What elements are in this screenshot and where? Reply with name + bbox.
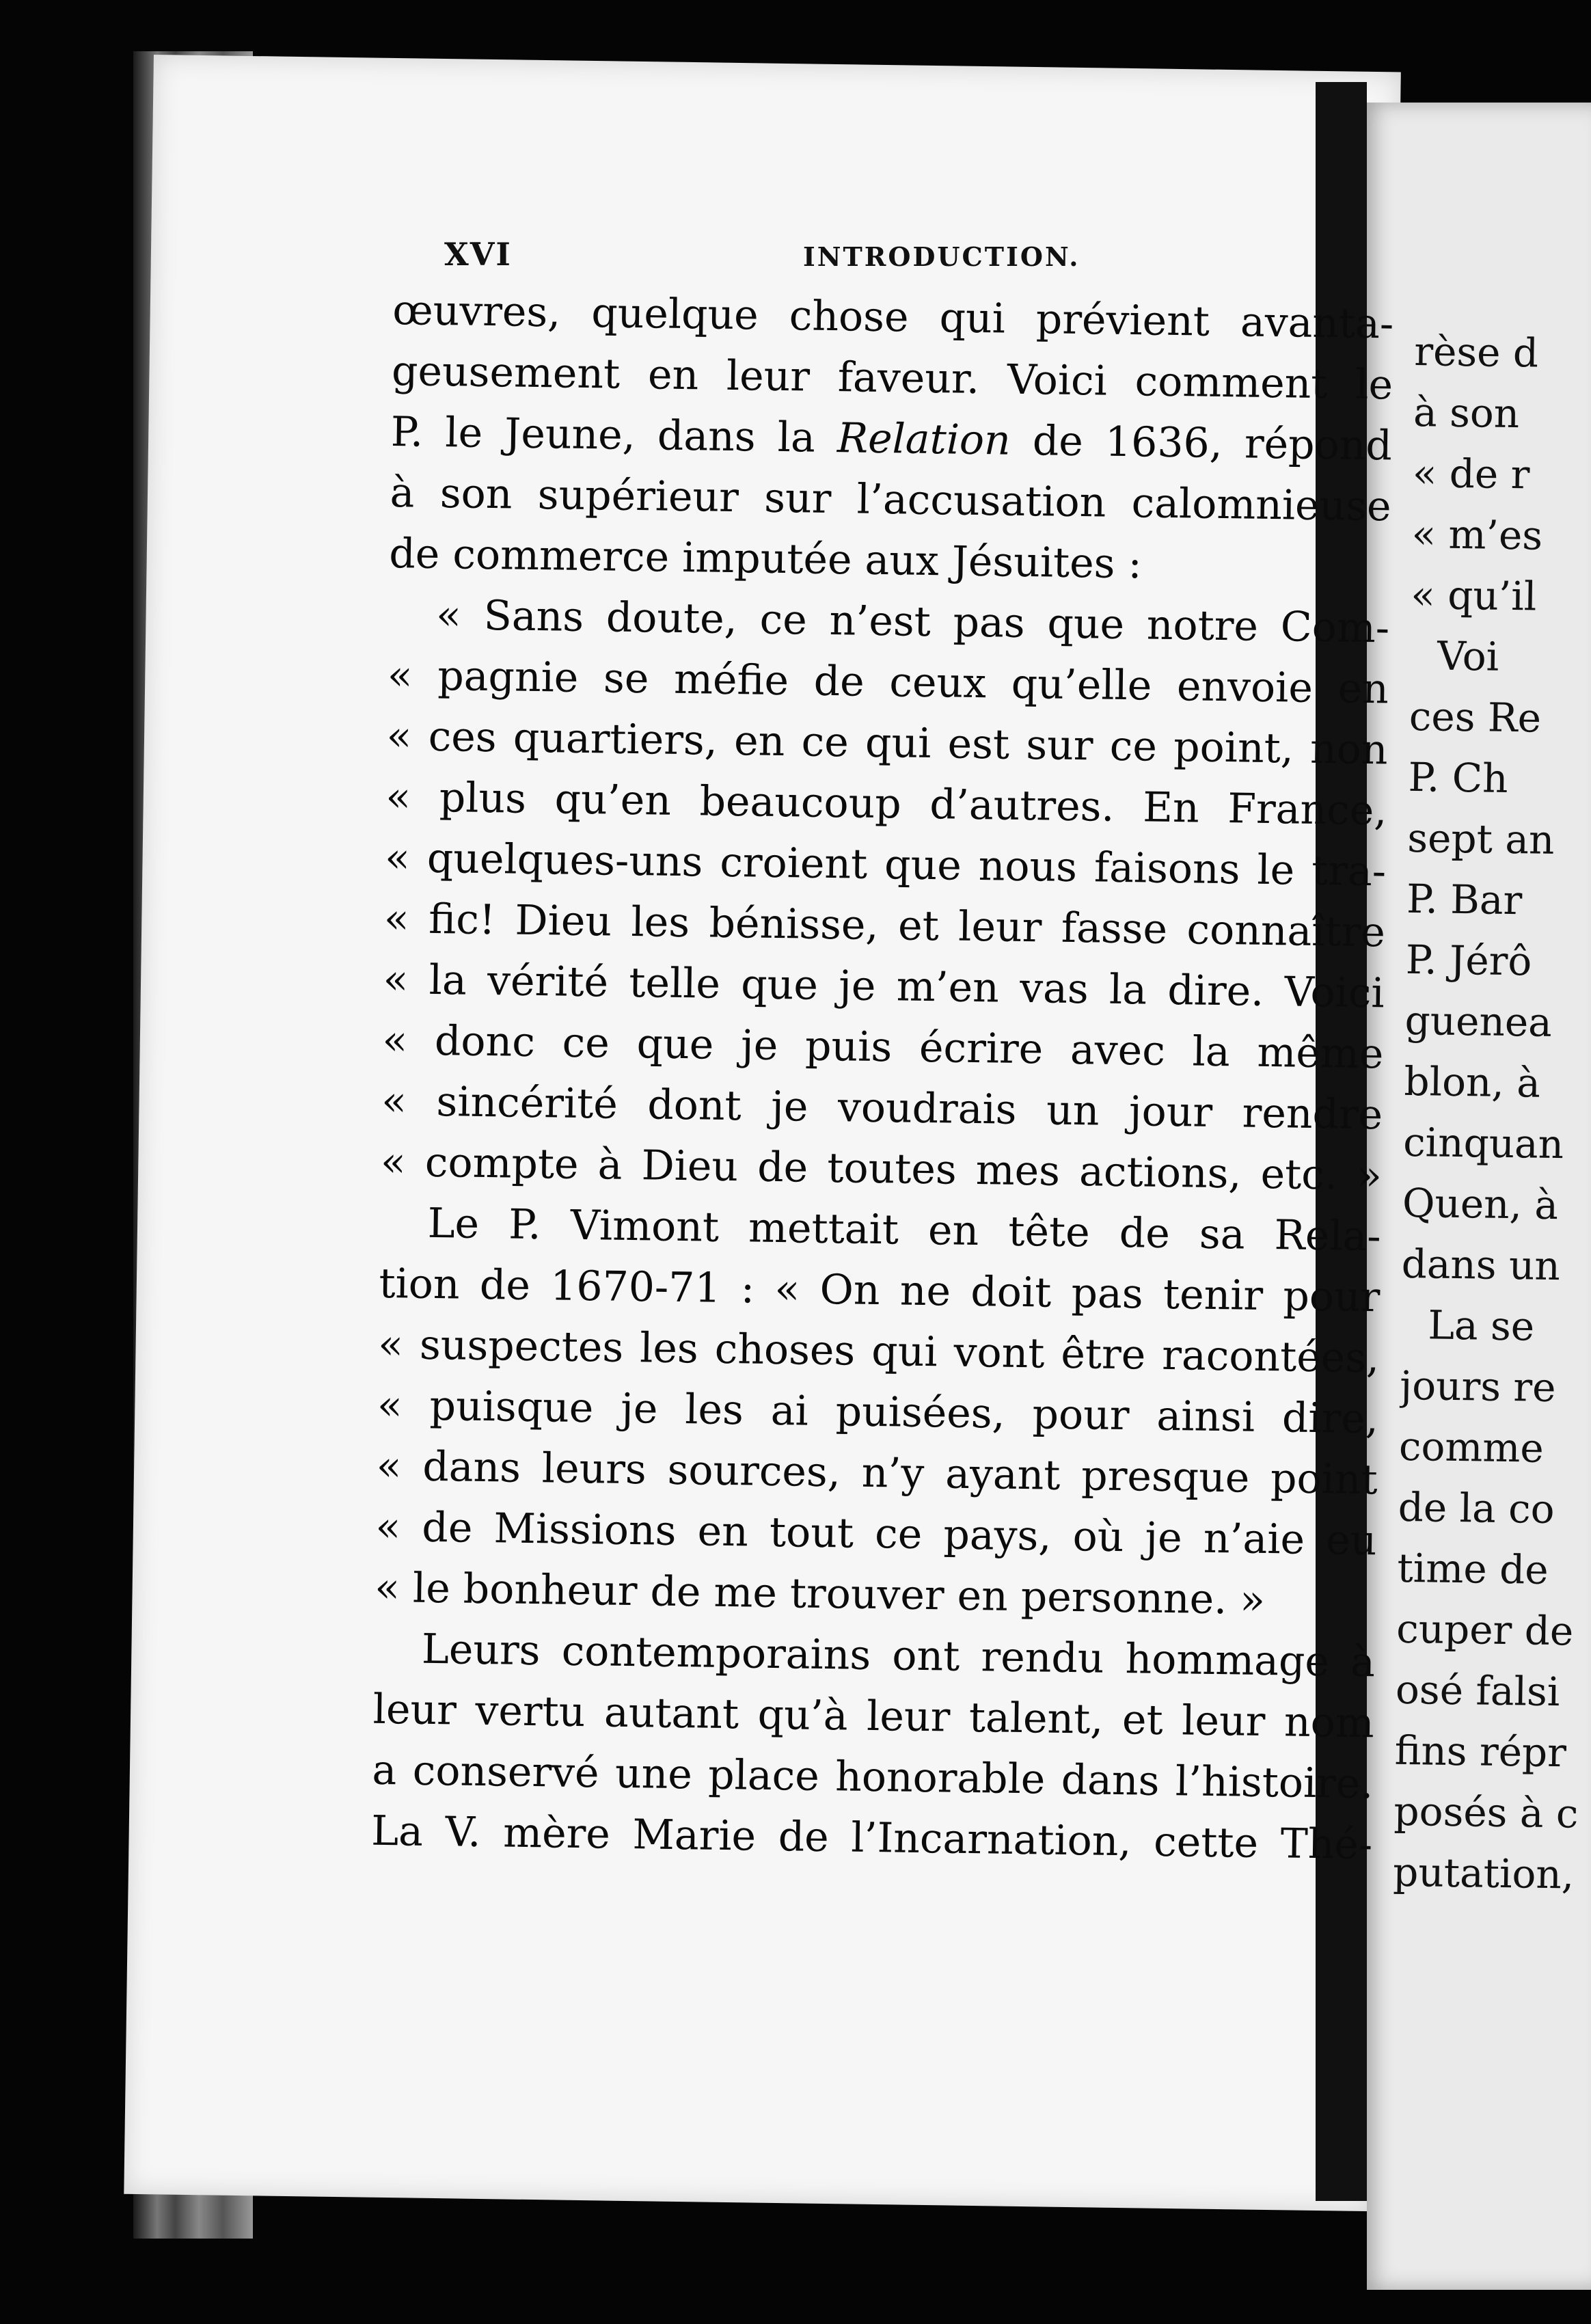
text-line: a conservé une place honorable dans l’histoire. <box>372 1746 1374 1809</box>
text-line: de la co <box>1398 1483 1555 1533</box>
text-line: « dans leurs sources, n’y ayant presque point <box>376 1442 1378 1504</box>
text-line: time de <box>1397 1544 1549 1593</box>
text-line: « qu’il <box>1410 571 1537 620</box>
left-page-body <box>371 280 1394 1876</box>
text-line: putation, <box>1392 1848 1575 1898</box>
text-line: « la vérité telle que je m’en vas la dire. Voici <box>383 955 1385 1018</box>
text-line: « plus qu’en beaucoup d’autres. En France, <box>385 772 1387 835</box>
text-line: leur vertu autant qu’à leur talent, et leur nom <box>372 1685 1375 1748</box>
text-line: comme <box>1398 1422 1545 1472</box>
text-line: « fic! Dieu les bénisse, et leur fasse connaître <box>383 894 1386 957</box>
page-header <box>287 236 1312 277</box>
text-line: « le bonheur de me trouver en personne. » <box>374 1563 1266 1625</box>
text-line: La se <box>1428 1301 1535 1350</box>
text-line: tion de 1670-71 : « On ne doit pas tenir pour <box>379 1259 1381 1322</box>
text-line: « donc ce que je puis écrire avec la même <box>381 1016 1384 1079</box>
text-line: sept an <box>1406 814 1555 863</box>
text-line: P. Bar <box>1406 875 1523 924</box>
text-line: Voi <box>1437 632 1499 680</box>
text-line: « Sans doute, ce n’est pas que notre Com- <box>435 591 1390 653</box>
text-line: à son supérieur sur l’accusation calomnieuse <box>390 468 1392 531</box>
text-line: « m’es <box>1411 510 1543 559</box>
text-line: « compte à Dieu de toutes mes actions, etc. » <box>380 1137 1383 1200</box>
text-line: jours re <box>1399 1362 1556 1411</box>
text-line: guenea <box>1404 997 1553 1046</box>
running-head: INTRODUCTION. <box>803 241 1080 272</box>
text-line: « suspectes les choses qui vont être racontées, <box>377 1320 1380 1383</box>
text-line: fins répr <box>1394 1727 1567 1776</box>
text-line: à son <box>1413 388 1520 437</box>
text-line: cuper de <box>1396 1605 1574 1655</box>
text-line: « puisque je les ai puisées, pour ainsi dire, <box>377 1381 1379 1444</box>
text-line: P. le Jeune, dans la Relation de 1636, répond <box>390 407 1393 470</box>
text-line: œuvres, quelque chose qui prévient avanta- <box>392 286 1394 349</box>
text-line: « sincérité dont je voudrais un jour rendre <box>381 1077 1383 1139</box>
text-line: cinquan <box>1402 1118 1564 1168</box>
right-page-body <box>1393 321 1591 1906</box>
text-line: de commerce imputée aux Jésuites : <box>388 529 1143 589</box>
text-line: P. Ch <box>1408 753 1509 802</box>
text-line: « quelques-uns croient que nous faisons le tra- <box>384 833 1387 896</box>
text-line: « pagnie se méfie de ceux qu’elle envoie en <box>387 651 1389 714</box>
text-line: « ces quartiers, en ce qui est sur ce point, non <box>386 712 1389 774</box>
page-number: XVI <box>444 236 512 273</box>
text-line: osé falsi <box>1395 1666 1560 1716</box>
text-line: La V. mère Marie de l’Incarnation, cette Thé- <box>370 1807 1373 1869</box>
text-line: rèse d <box>1413 327 1539 377</box>
text-line: blon, à <box>1403 1057 1541 1107</box>
text-line: Quen, à <box>1402 1179 1559 1229</box>
text-line: Le P. Vimont mettait en tête de sa Rela- <box>427 1199 1382 1261</box>
text-line: ces Re <box>1409 692 1542 742</box>
text-line: Leurs contemporains ont rendu hommage à <box>421 1625 1376 1687</box>
text-line: « de r <box>1412 449 1530 498</box>
text-line: posés à c <box>1393 1787 1579 1837</box>
text-line: « de Missions en tout ce pays, où je n’aie eu <box>375 1502 1377 1565</box>
text-line: dans un <box>1401 1240 1561 1290</box>
text-line: geusement en leur faveur. Voici comment le <box>391 347 1393 409</box>
text-line: P. Jérô <box>1405 936 1532 985</box>
